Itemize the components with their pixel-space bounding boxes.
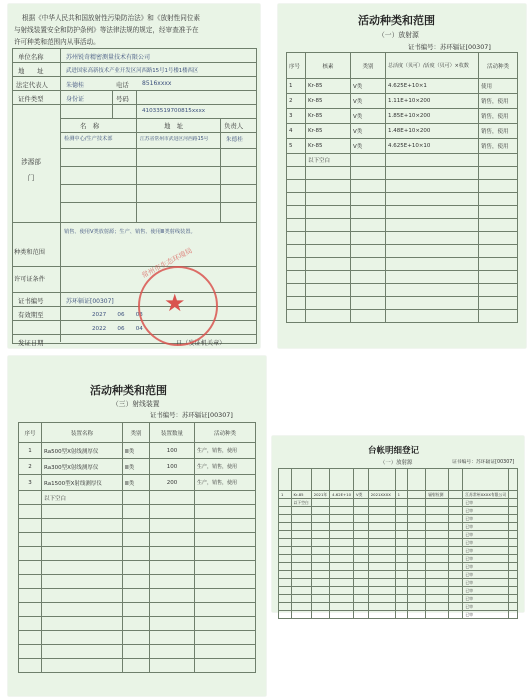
value-phone: 8516xxxx xyxy=(142,80,172,87)
table-row: 1 Kr-85 Ⅴ类 4.625E+10×1 使用 xyxy=(287,79,518,94)
blank-note: 以下空白 xyxy=(291,499,311,507)
value-legal: 朱德桂 xyxy=(66,82,85,89)
label-id-no: 号码 xyxy=(116,95,129,103)
value-id-no: 41033519700815xxxx xyxy=(142,108,206,114)
table-row: 3 Kr-85 Ⅴ类 1.85E+10×200 销售，使用 xyxy=(287,109,518,124)
preamble-line-1: 根据《中华人民共和国放射性污染防治法》和《放射性同位素 xyxy=(22,14,201,22)
value-valid: 2027 06 03 xyxy=(92,312,143,318)
table-row: 4 Kr-85 Ⅴ类 1.48E+10×200 销售，使用 xyxy=(287,124,518,139)
col-header: 活动种类 xyxy=(195,423,256,443)
table-row: 1 Ra500型X射线测厚仪 Ⅲ类 100 生产，销售，使用 xyxy=(19,443,256,459)
table-row xyxy=(287,154,518,167)
col-header: 序号 xyxy=(19,423,42,443)
col-header: 装置名称 xyxy=(42,423,123,443)
label-issue: 发证日期 xyxy=(18,339,44,347)
value-addr: 武进国家高新技术产业开发区河西路15号1号楼1楼西区 xyxy=(66,68,199,74)
p4-title: 台帐明细登记 xyxy=(368,446,420,456)
label-dept-loc: 地 址 xyxy=(164,122,184,130)
seal-star-icon: ★ xyxy=(164,289,186,317)
p3-subtitle: （三）射线装置 xyxy=(112,400,160,408)
label-valid: 有效期至 xyxy=(18,311,44,319)
table-row xyxy=(19,491,256,505)
p2-title: 活动种类和范围 xyxy=(358,14,435,27)
blank-note: 以下空白 xyxy=(42,491,123,505)
label-id-type: 证件类型 xyxy=(18,95,44,103)
label-scope: 种类和范围 xyxy=(14,249,45,256)
ledger-page xyxy=(272,436,524,617)
p3-cert-no: 证书编号：苏环辐证[00307] xyxy=(150,411,233,419)
table-row: 1 Kr-85 2021年 4.62E+10 Ⅴ类 2021XXXX 1 辐射检测 江苏常州XXXX有限公司 xyxy=(279,491,518,499)
label-cert-cond: 许可证条件 xyxy=(14,276,45,283)
label-addr: 地 址 xyxy=(18,67,44,75)
label-dept: 涉源部门 xyxy=(21,158,41,182)
value-dept-loc: 江苏省常州市武进区河西路15号 xyxy=(140,137,209,142)
table-row: 5 Kr-85 Ⅴ类 4.625E+10×10 销售，使用 xyxy=(287,139,518,154)
issue-suffix: 日（发证机关章） xyxy=(176,340,226,347)
table-row: 2 Ra300型X射线测厚仪 Ⅲ类 100 生产，销售，使用 xyxy=(19,459,256,475)
col-header: 活动种类 xyxy=(479,53,518,79)
table-row: 3 Ra1500型X射线测厚仪 Ⅲ类 200 生产，销售，使用 xyxy=(19,475,256,491)
label-phone: 电话 xyxy=(116,81,129,89)
value-id-type: 身份证 xyxy=(66,96,85,103)
label-dept-owner: 负责人 xyxy=(224,122,244,130)
table-row: 2 Kr-85 Ⅴ类 1.11E+10×200 销售，使用 xyxy=(287,94,518,109)
label-cert-no: 证书编号 xyxy=(18,297,44,305)
license-page-2 xyxy=(278,4,526,348)
col-header: 类别 xyxy=(351,53,386,79)
value-unit: 苏州锐奇精密测量技术有限公司 xyxy=(66,54,151,61)
value-dept-name: 检测中心/生产技术部 xyxy=(64,136,113,142)
license-page-1 xyxy=(8,4,260,348)
value-cert-no: 苏环辐证[00307] xyxy=(66,298,114,305)
preamble-line-2: 与射线装置安全和防护条例》等法律法规的规定，经审查准予在 xyxy=(14,26,199,34)
p2-subtitle: （一）放射源 xyxy=(378,31,419,39)
col-header: 装置数量 xyxy=(150,423,195,443)
col-header: 核素 xyxy=(306,53,351,79)
preamble-line-3: 许可种类和范围内从事活动。 xyxy=(14,38,100,46)
license-page-3 xyxy=(8,356,266,696)
value-dept-owner: 朱德桂 xyxy=(226,137,243,143)
p3-title: 活动种类和范围 xyxy=(90,384,167,397)
value-issue: 2022 06 04 xyxy=(92,326,143,332)
seal-text: 常州市生态环境局 xyxy=(140,246,194,280)
p4-cert-no: 证书编号：苏环辐证[00307] xyxy=(452,460,515,465)
p2-cert-no: 证书编号：苏环辐证[00307] xyxy=(408,43,491,51)
label-dept-name: 名 称 xyxy=(80,122,100,130)
device-table xyxy=(18,422,256,673)
p4-subtitle: （一）放射源 xyxy=(380,460,413,466)
label-legal: 法定代表人 xyxy=(16,81,48,89)
col-header: 总活度（贝可）/活度（贝可）×枚数 xyxy=(386,53,479,79)
label-unit: 单位名称 xyxy=(18,53,44,61)
source-table xyxy=(286,52,518,323)
value-scope: 销售、使用Ⅴ类放射源；生产、销售、使用Ⅲ类射线装置。 xyxy=(64,229,196,235)
ledger-table: 1 Kr-85 2021年 4.62E+10 Ⅴ类 2021XXXX 1 辐射检测 江苏常州XXXX有限公司 以下空白 已审 已审 已审 已审 已审 已审 已审 已审 已审 已审 已审 已审 已审 已审 已审 xyxy=(278,468,518,619)
blank-note: 以下空白 xyxy=(306,154,351,167)
col-header: 类别 xyxy=(123,423,150,443)
col-header: 序号 xyxy=(287,53,306,79)
